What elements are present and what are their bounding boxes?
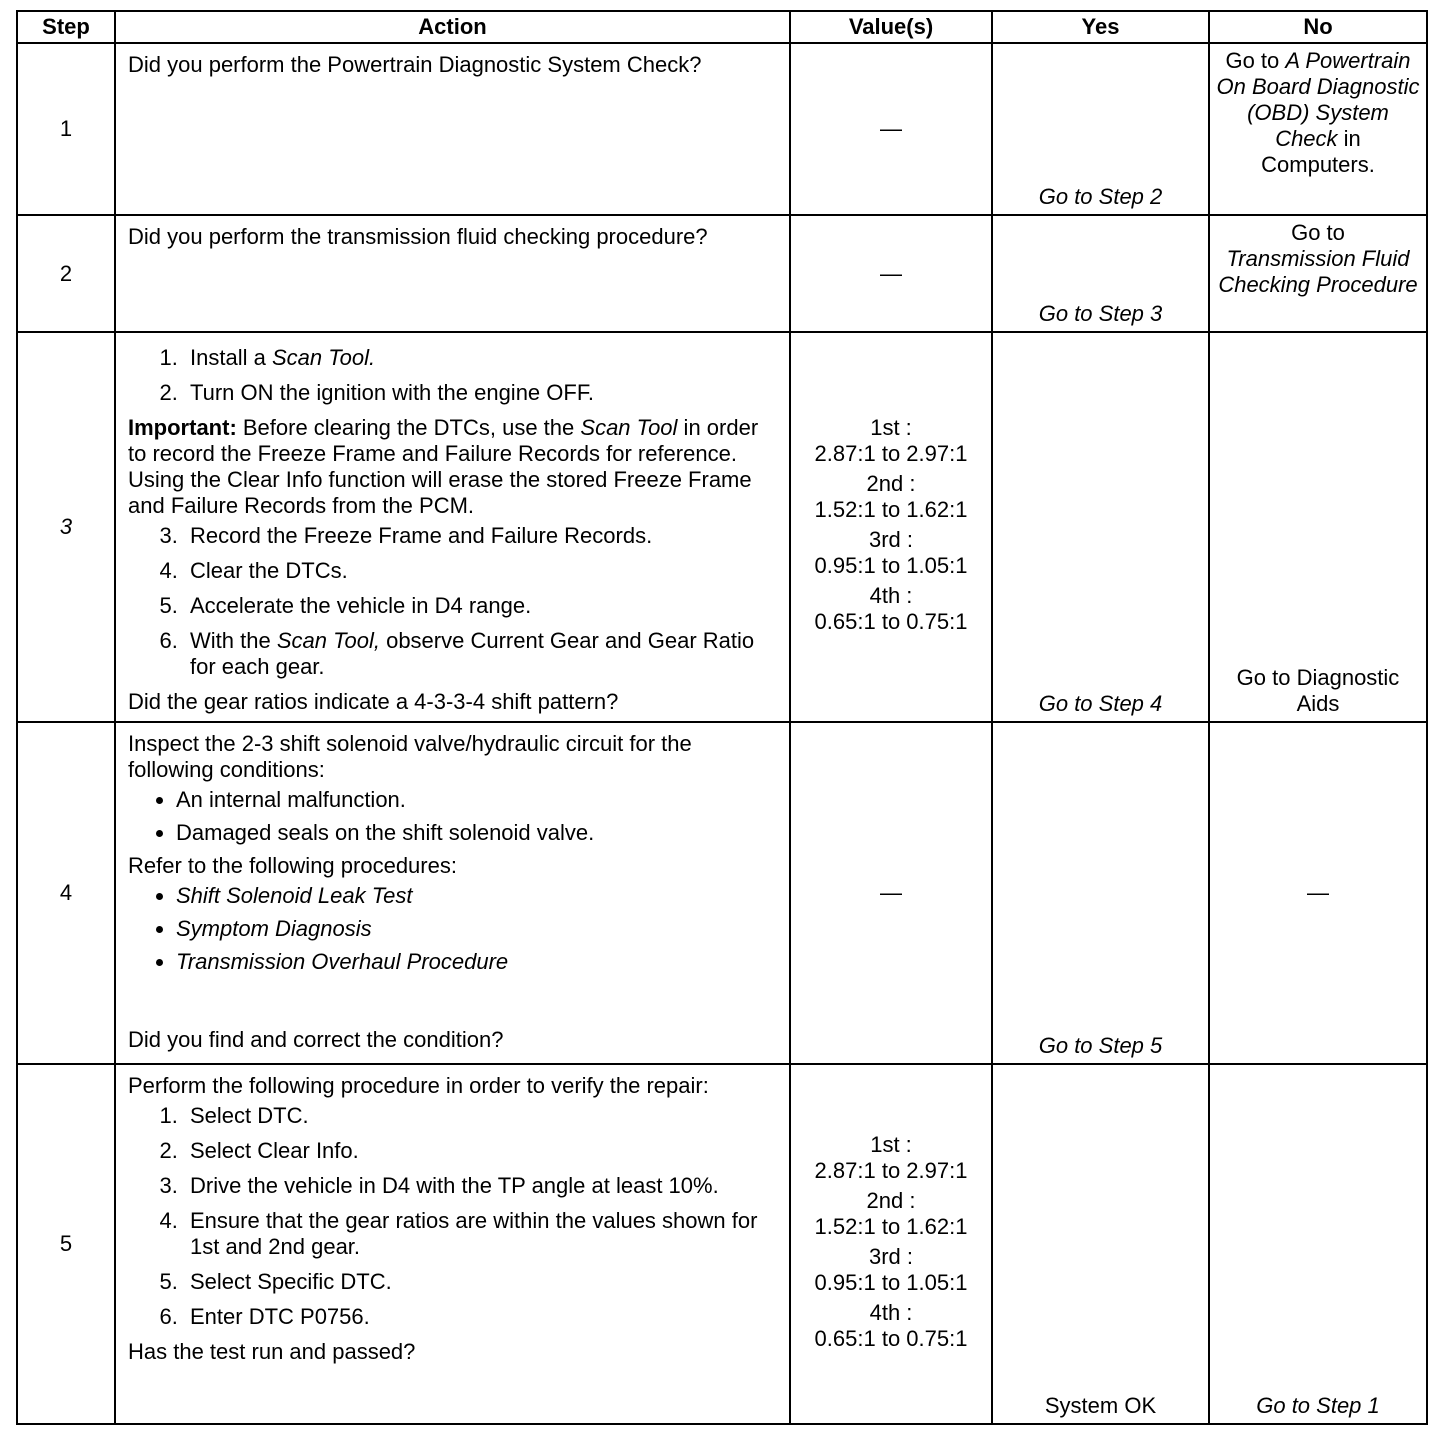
- important-note: Important: Before clearing the DTCs, use the Scan Tool in order to record the Freeze Frame and Failure Records for reference. Using the Clear Info function will erase the stored Freeze Frame and Failure Records from the PCM.: [128, 415, 759, 518]
- no-cell: [1209, 215, 1427, 332]
- yes-cell: Go to Step 5: [992, 722, 1209, 1064]
- header-no: No: [1209, 11, 1427, 43]
- value-cell: —: [790, 43, 992, 215]
- list-item: 3. Drive the vehicle in D4 with the TP angle at least 10%.: [184, 1173, 777, 1199]
- yes-cell: System OK: [992, 1064, 1209, 1424]
- procedures-list: [128, 883, 777, 975]
- table-row-step-1: [17, 43, 1427, 215]
- action-steps: [128, 345, 777, 406]
- action-question: Did you perform the transmission fluid checking procedure?: [128, 224, 708, 249]
- header-values: Value(s): [790, 11, 992, 43]
- list-item: 5. Select Specific DTC.: [184, 1269, 777, 1295]
- action-cell: [115, 722, 790, 1064]
- header-step: Step: [17, 11, 115, 43]
- list-item: 4. Ensure that the gear ratios are within the values shown for 1st and 2nd gear.: [184, 1208, 777, 1260]
- no-suffix: in Computers.: [1261, 126, 1375, 177]
- no-link: A Powertrain On Board Diagnostic (OBD) System Check: [1216, 48, 1420, 151]
- gear-ratio-values: [815, 1132, 968, 1356]
- action-steps: [128, 523, 777, 680]
- gear-ratio-values: [815, 415, 968, 639]
- diagnostic-table: [16, 10, 1428, 1425]
- yes-cell: Go to Step 4: [992, 332, 1209, 722]
- action-cell: [115, 332, 790, 722]
- action-steps: [128, 1103, 777, 1330]
- list-item: • An internal malfunction.: [176, 787, 777, 813]
- list-item: • Damaged seals on the shift solenoid valve.: [176, 820, 777, 846]
- action-cell: [115, 215, 790, 332]
- list-item: 6. With the Scan Tool, observe Current Gear and Gear Ratio for each gear.: [184, 628, 777, 680]
- value-cell: —: [790, 215, 992, 332]
- table-row-step-4: [17, 722, 1427, 1064]
- table-row-step-3: [17, 332, 1427, 722]
- gear-ratio: 3rd : 0.95:1 to 1.05:1: [814, 1244, 968, 1295]
- list-item: 2. Turn ON the ignition with the engine OFF.: [184, 380, 777, 406]
- list-item: 1. Select DTC.: [184, 1103, 777, 1129]
- action-question: Has the test run and passed?: [128, 1339, 416, 1364]
- gear-ratio: 2nd : 1.52:1 to 1.62:1: [814, 471, 968, 522]
- no-prefix: Go to: [1225, 48, 1286, 73]
- list-item: 6. Enter DTC P0756.: [184, 1304, 777, 1330]
- action-cell: [115, 1064, 790, 1424]
- no-cell: Go to Step 1: [1209, 1064, 1427, 1424]
- step-number: 5: [17, 1064, 115, 1424]
- no-cell: —: [1209, 722, 1427, 1064]
- refer-text: Refer to the following procedures:: [128, 853, 457, 878]
- list-item: 2. Select Clear Info.: [184, 1138, 777, 1164]
- header-row: [17, 11, 1427, 43]
- header-yes: Yes: [992, 11, 1209, 43]
- step-number: 1: [17, 43, 115, 215]
- gear-ratio: 3rd : 0.95:1 to 1.05:1: [814, 527, 968, 578]
- yes-cell: Go to Step 3: [992, 215, 1209, 332]
- list-item: • Transmission Overhaul Procedure: [176, 949, 777, 975]
- list-item: 5. Accelerate the vehicle in D4 range.: [184, 593, 777, 619]
- step-number: 4: [17, 722, 115, 1064]
- action-question: Did you perform the Powertrain Diagnostic System Check?: [128, 52, 702, 77]
- gear-ratio: 2nd : 1.52:1 to 1.62:1: [814, 1188, 968, 1239]
- list-item: • Symptom Diagnosis: [176, 916, 777, 942]
- gear-ratio: 4th : 0.65:1 to 0.75:1: [814, 1300, 968, 1351]
- step-number: 2: [17, 215, 115, 332]
- list-item: 3. Record the Freeze Frame and Failure Records.: [184, 523, 777, 549]
- header-action: Action: [115, 11, 790, 43]
- action-question: Did you find and correct the condition?: [128, 1027, 504, 1052]
- no-link: Transmission Fluid Checking Procedure: [1218, 246, 1418, 297]
- action-question: Did the gear ratios indicate a 4-3-3-4 shift pattern?: [128, 689, 619, 714]
- gear-ratio: 4th : 0.65:1 to 0.75:1: [814, 583, 968, 634]
- step-number: 3: [17, 332, 115, 722]
- value-cell: [790, 1064, 992, 1424]
- gear-ratio: 1st : 2.87:1 to 2.97:1: [814, 1132, 968, 1183]
- no-prefix: Go to: [1291, 220, 1345, 245]
- conditions-list: [128, 787, 777, 846]
- action-cell: [115, 43, 790, 215]
- list-item: • Shift Solenoid Leak Test: [176, 883, 777, 909]
- no-cell: Go to Diagnostic Aids: [1209, 332, 1427, 722]
- table-row-step-2: [17, 215, 1427, 332]
- no-cell: [1209, 43, 1427, 215]
- list-item: 4. Clear the DTCs.: [184, 558, 777, 584]
- action-intro: Perform the following procedure in order to verify the repair:: [128, 1073, 709, 1098]
- gear-ratio: 1st : 2.87:1 to 2.97:1: [814, 415, 968, 466]
- table-row-step-5: [17, 1064, 1427, 1424]
- list-item: 1. Install a Scan Tool.: [184, 345, 777, 371]
- yes-cell: Go to Step 2: [992, 43, 1209, 215]
- action-intro: Inspect the 2-3 shift solenoid valve/hydraulic circuit for the following conditions:: [128, 731, 692, 782]
- value-cell: —: [790, 722, 992, 1064]
- value-cell: [790, 332, 992, 722]
